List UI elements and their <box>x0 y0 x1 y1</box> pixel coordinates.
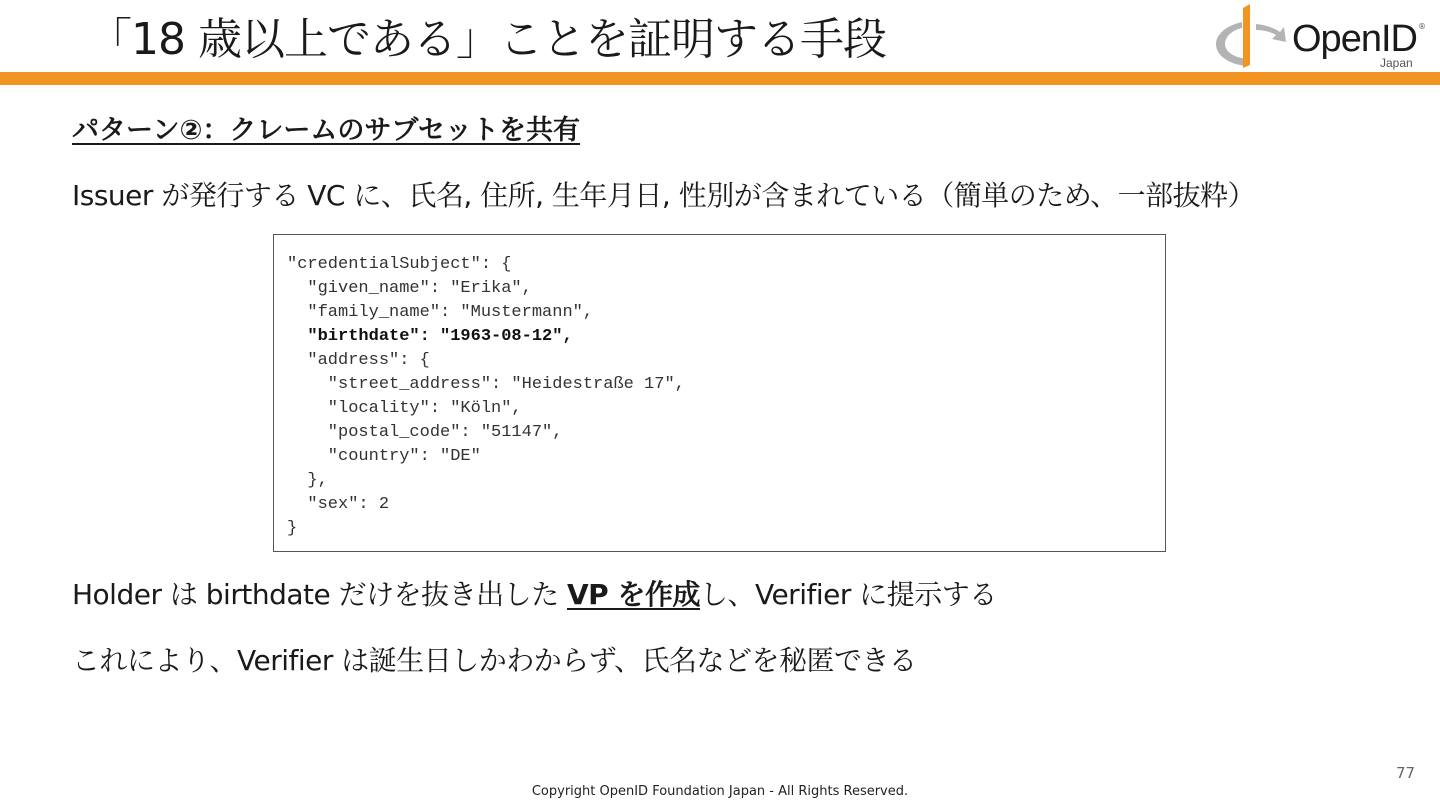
code-line: "birthdate": "1963-08-12", <box>287 327 573 346</box>
intro-text: Issuer が発行する VC に、氏名, 住所, 生年月日, 性別が含まれている（簡単のため、一部抜粋） <box>72 179 1256 212</box>
logo-registered-mark: ® <box>1418 22 1426 31</box>
page-number: 77 <box>1396 764 1416 782</box>
code-line: "street_address": "Heidestraße 17", <box>287 375 685 394</box>
result-text: これにより、Verifier は誕生日しかわからず、氏名などを秘匿できる <box>72 644 917 677</box>
slide-title: 「18 歳以上である」ことを証明する手段 <box>88 14 886 65</box>
holder-text-emphasis: VP を作成 <box>567 578 700 611</box>
code-line: "country": "DE" <box>287 447 481 466</box>
holder-text-before: Holder は birthdate だけを抜き出した <box>72 578 568 611</box>
code-line: }, <box>287 471 328 490</box>
holder-text-after: し、Verifier に提示する <box>699 578 997 611</box>
holder-text <box>72 573 997 613</box>
title-accent-rule <box>0 72 1440 85</box>
openid-japan-logo <box>1212 2 1432 72</box>
code-line: "given_name": "Erika", <box>287 279 532 298</box>
code-line: "postal_code": "51147", <box>287 423 563 442</box>
code-line: } <box>287 519 298 538</box>
section-heading: パターン②：クレームのサブセットを共有 <box>72 115 581 146</box>
copyright-footer: Copyright OpenID Foundation Japan - All Rights Reserved. <box>531 784 909 799</box>
code-line: "credentialSubject": { <box>287 255 512 274</box>
openid-mark-icon <box>1212 2 1292 72</box>
logo-region: Japan <box>1380 56 1413 70</box>
code-block <box>273 234 1166 552</box>
code-line: "sex": 2 <box>287 495 390 514</box>
code-line: "locality": "Köln", <box>287 399 522 418</box>
code-line: "family_name": "Mustermann", <box>287 303 594 322</box>
credential-json-code <box>274 235 1165 541</box>
logo-brand: OpenID <box>1292 18 1417 60</box>
code-line: "address": { <box>287 351 430 370</box>
